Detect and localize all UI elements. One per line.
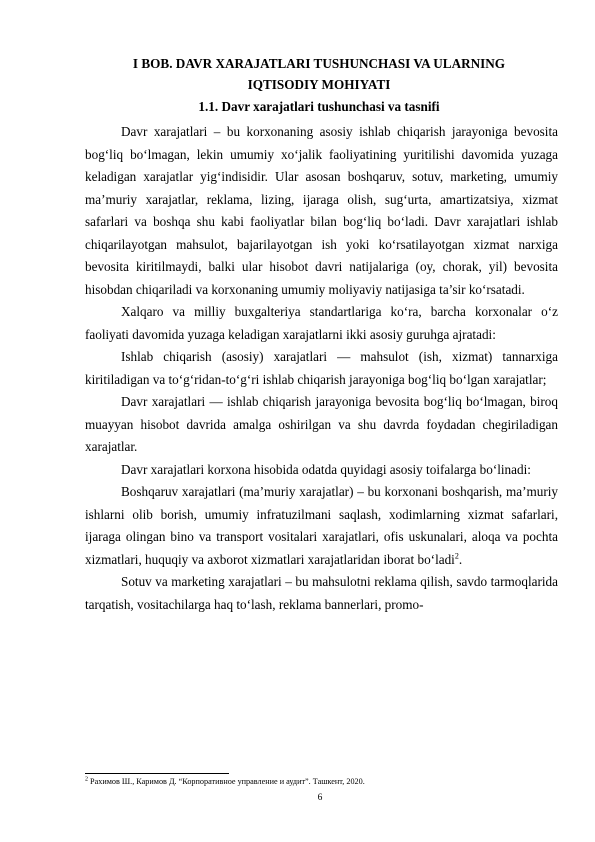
paragraph: Sotuv va marketing xarajatlari – bu mahsulotni reklama qilish, savdo tarmoqlarida tarqatish, vositachilarga haq to‘lash, reklama bannerlari, promo-	[85, 574, 558, 612]
body-text	[85, 121, 558, 616]
paragraph: Davr xarajatlari – bu korxonaning asosiy ishlab chiqarish jarayoniga bevosita bog‘liq bo‘lmagan, lekin umumiy xo‘jalik faoliyatining yuritilishi davomida yuzaga keladigan xarajatlar yig‘indisidir. Ular asosan boshqaruv, sotuv, marketing, umumiy ma’muriy xarajatlar, reklama, lizing, ijaraga olish, sug‘urta, amartizatsiya, xizmat safarlari va boshqa shu kabi faoliyatlar bilan bog‘liq bo‘ladi. Davr xarajatlari ishlab chiqarilayotgan mahsulot, bajarilayotgan ish yoki ko‘rsatilayotgan xizmat narxiga bevosita kiritilmaydi, balki ular hisobot davri natijalariga (oy, chorak, yil) bevosita hisobdan chiqariladi va korxonaning umumiy moliyaviy natijasiga ta’sir ko‘rsatadi.	[85, 124, 558, 297]
footnote-reference[interactable]: 2	[454, 551, 459, 561]
paragraph: Davr xarajatlari korxona hisobida odatda quyidagi asosiy toifalarga bo‘linadi:	[121, 461, 531, 477]
chapter-title-line-2: IQTISODIY MOHIYATI	[247, 77, 391, 92]
footnote-text: Рахимов Ш., Каримов Д. “Корпоративное управление и аудит”. Ташкент, 2020.	[90, 777, 365, 786]
paragraph: Boshqaruv xarajatlari (ma’muriy xarajatlar) – bu korxonani boshqarish, ma’muriy ishlarni olib borish, umumiy infratuzilmani saqlash, xodimlarning xizmat safarlari, ijaraga olingan bino va transport vositalari xarajatlari, ofis uskunalari, aloqa va pochta xizmatlari, huquqiy va axborot xizmatlari xarajatlaridan iborat bo‘ladi$^2$.	[85, 484, 558, 567]
footnote	[85, 776, 558, 787]
paragraph-text: Boshqaruv xarajatlari (ma’muriy xarajatlar) – bu korxonani boshqarish, ma’muriy ishlarni olib borish, umumiy infratuzilmani saqlash, xodimlarning xizmat safarlari, ijaraga olingan bino va transport vositalari xarajatlari, ofis uskunalari, aloqa va pochta xizmatlari, huquqiy va axborot xizmatlari xarajatlaridan iborat bo‘ladi	[85, 484, 558, 567]
footnote-marker: 2	[85, 776, 88, 783]
chapter-title-line-1: I BOB. DAVR XARAJATLARI TUSHUNCHASI VA ULARNING	[132, 56, 506, 71]
paragraph: Davr xarajatlari — ishlab chiqarish jarayoniga bevosita bog‘liq bo‘lmagan, biroq muayyan hisobot davrida amalga oshirilgan va shu davrda foydadan chegiriladigan xarajatlar.	[85, 394, 558, 454]
paragraph: Xalqaro va milliy buxgalteriya standartlariga ko‘ra, barcha korxonalar o‘z faoliyati davomida yuzaga keladigan xarajatlarni ikki asosiy guruhga ajratadi:	[85, 304, 558, 342]
page-number: 6	[317, 793, 323, 803]
footnote-separator	[85, 773, 229, 774]
paragraph: Ishlab chiqarish (asosiy) xarajatlari — mahsulot (ish, xizmat) tannarxiga kiritiladigan va to‘g‘ridan-to‘g‘ri ishlab chiqarish jarayoniga bog‘liq bo‘lgan xarajatlar;	[85, 349, 558, 387]
section-title: 1.1. Davr xarajatlari tushunchasi va tasnifi	[198, 99, 440, 114]
